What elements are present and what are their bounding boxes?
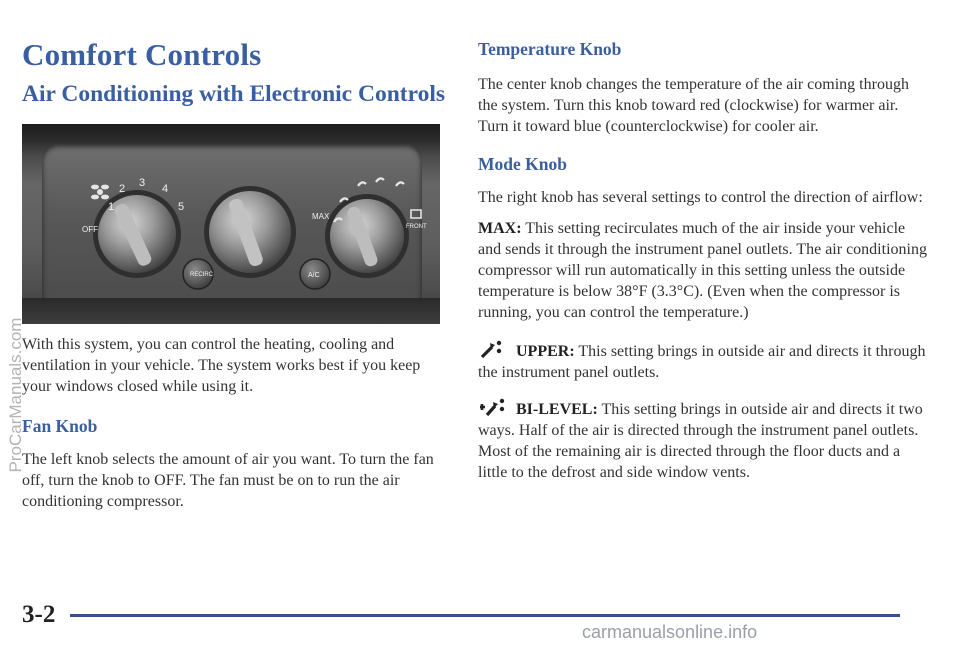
bilevel-description: This setting brings in outside air and directs it two ways. Half of the air is directed through the instrument panel outlets. Most of the remaining air is directed through the floor ducts and a little to the defrost and side window vents. (478, 401, 923, 481)
watermark-text: ProCarManuals.com (6, 317, 25, 473)
fan-knob[interactable] (93, 190, 181, 278)
fan-speed-1: 1 (108, 201, 115, 213)
fan-icon (91, 185, 109, 200)
upper-setting-paragraph (478, 339, 928, 383)
page-number: 3-2 (22, 601, 56, 628)
upper-vent-icon (478, 339, 508, 359)
bilevel-setting-paragraph (478, 397, 928, 483)
fan-speed-3: 3 (139, 177, 146, 189)
fan-knob-heading: Fan Knob (22, 416, 98, 436)
bi-level-vent-icon (478, 397, 508, 417)
temperature-knob-heading: Temperature Knob (478, 39, 622, 59)
footer-rule (70, 614, 900, 617)
max-label: MAX (312, 212, 330, 221)
panel-bottom-strip (22, 298, 440, 324)
mode-knob[interactable] (325, 194, 409, 278)
max-setting-paragraph (478, 218, 928, 323)
section-title: Air Conditioning with Electronic Controls (22, 81, 446, 107)
watermark (3, 225, 29, 565)
ac-label: A/C (308, 272, 320, 279)
fan-speed-4: 4 (162, 183, 169, 195)
intro-paragraph: With this system, you can control the heating, cooling and ventilation in your vehicle. The system works best if you keep your windows closed while using it. (22, 336, 421, 395)
temperature-knob-paragraph: The center knob changes the temperature of the air coming through the system. Turn this knob toward red (clockwise) for warmer air. Turn it toward blue (counterclockwise) for cooler air. (478, 76, 909, 135)
mode-knob-heading: Mode Knob (478, 154, 567, 174)
upper-term: UPPER: (516, 343, 575, 360)
fan-speed-2: 2 (119, 183, 126, 195)
right-column (478, 38, 928, 483)
front-label: FRONT (406, 224, 427, 230)
footer-site-text: carmanualsonline.info (582, 622, 758, 642)
page-title: Comfort Controls (22, 37, 262, 72)
fan-knob-paragraph: The left knob selects the amount of air you want. To turn the fan off, turn the knob to OFF. The fan must be on to run the air conditioning compressor. (22, 451, 434, 510)
fan-off-label: OFF (82, 225, 98, 234)
upper-description: This setting brings in outside air and directs it through the instrument panel outlets. (478, 343, 926, 381)
defrost-icon (411, 210, 421, 218)
left-column (22, 38, 452, 512)
bilevel-term: BI-LEVEL: (516, 401, 598, 418)
climate-control-photo (22, 124, 440, 324)
max-term: MAX: (478, 220, 522, 237)
control-panel-illustration (22, 124, 440, 324)
fan-speed-5: 5 (178, 201, 185, 213)
mode-knob-intro: The right knob has several settings to control the direction of airflow: (478, 189, 923, 206)
temperature-knob[interactable] (204, 186, 296, 278)
max-description: This setting recirculates much of the air inside your vehicle and sends it through the instrument panel outlets. The air conditioning compressor will run automatically in this setting unless the outside temperature is below 38°F (3.3°C). (Even when the compressor is running, you can control the temperature.) (478, 220, 927, 321)
recirc-label: RECIRC (190, 272, 214, 278)
